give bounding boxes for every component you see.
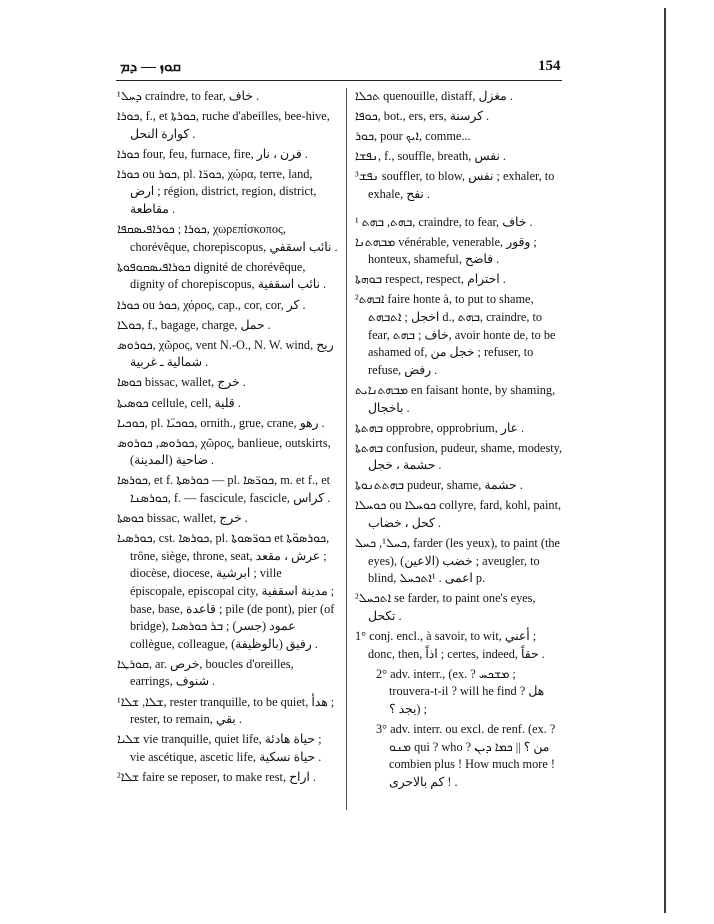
dictionary-entry: ܟܘܣܬܐ bissac, wallet, خرج . (117, 511, 248, 526)
dictionary-entry: 1° conj. encl., à savoir, to wit, أعني ; donc, then, اذاً ; certes, indeed, حقاً . (355, 629, 545, 661)
dictionary-entry: ܢܦܫ³ souffler, to blow, نفس ; exhaler, to exhale, نفح . (355, 169, 555, 201)
dictionary-entry: ܒܗܬܬܐ confusion, pudeur, shame, modesty, حشمة ، خجل . (355, 440, 563, 473)
dictionary-entry: ܟܚܠ¹, ܟܚܠ, farder (les yeux), to paint (the eyes), خضب (الاعين) ; aveugler, to blind, اعمى . ¹ܐܬܟܚܠ p. (355, 536, 560, 586)
dictionary-entry: ܩܘܪܛܐ, ar. خرص, boucles d'oreilles, earrings, شنوف . (117, 656, 294, 689)
dictionary-entry: 2° adv. interr., (ex. ? ܡܫܟܚ ; trouvera-t-il ? will he find ? هل يجد ؟) ; (376, 666, 545, 716)
dictionary-entry: ܟܘܪܣܐ, et f. ܟܘܪܣܬܐ — pl. ܟܘܪ̈ܣܐ, m. et f., et ܟܘܪܣܢܐ, f. — fascicule, fascicle, كراس . (117, 473, 331, 505)
right-column (355, 88, 563, 794)
header-rule (116, 80, 562, 81)
dictionary-entry: ܟܘܣܝܬܐ cellule, cell, قلية . (117, 395, 241, 410)
dictionary-entry: ܡܒܗܬܢܐܝܬ en faisant honte, by shaming, باخجال . (355, 382, 556, 415)
dictionary-entry: ܟܘܦܐ, bot., ers, ers, كرسنة . (355, 109, 490, 124)
dictionary-entry: ²ܫܠܐ faire se reposer, to make rest, اراح . (117, 769, 316, 784)
dictionary-entry: ܟܘܪܐ four, feu, furnace, fire, فرن ، نار . (117, 146, 308, 161)
dictionary-entry: 3° adv. interr. ou excl. de renf. (ex. ? ܡܢܘ qui ? who ? من ؟ || ܟܡܐ ܕܝܢ combien plus ! How much more ! كم بالاحرى ! . (376, 722, 556, 789)
dictionary-entry: ܒܗܬܬܐ opprobre, opprobrium, عار . (355, 420, 525, 435)
column-divider (346, 88, 347, 810)
dictionary-entry: ܟܘܚܠܐ ou ܟܘܚܠܐ collyre, fard, kohl, paint, كحل ، خضاب . (355, 498, 562, 531)
dictionary-entry: ܟܘܪܐܦܝܣܩܘܦܘܬܐ dignité de chorévêque, dignity of chorepiscopus, نائب اسقفية . (117, 259, 327, 292)
dictionary-entry: ¹ܫܠܐ, ܫܠܐ, rester tranquille, to be quiet, هدأ ; rester, to remain, بقي . (117, 694, 335, 727)
dictionary-entry: ܢܦܫܐ, f., souffle, breath, نفس . (355, 149, 506, 164)
dictionary-entry: ܟܘܟܝܐ, pl. ܟܘܟܝ̈ܐ, ornith., grue, crane, رهو . (117, 415, 325, 430)
dictionary-entry: ܒܗܬܬܢܘܬܐ pudeur, shame, حشمة . (355, 478, 523, 493)
dictionary-entry: ¹ ܒܗܬ, ܒܗܬ, craindre, to fear, خاف . (355, 214, 533, 229)
running-head: ܩܘܙ — ܕܡ (120, 59, 181, 75)
dictionary-entry: ܬܟܠܐ quenouille, distaff, مغزل . (355, 89, 513, 103)
dictionary-entry: ܟܘܪ, pour ܐܝܟ, comme... (355, 129, 471, 144)
dictionary-entry: ܟܘܪܘܣ, χῶρος, vent N.-O., N. W. wind, ريح شمالية ـ غربية . (117, 337, 334, 370)
dictionary-entry: ܟܘܪܐ ou ܟܘܪ, χόρος, cap., cor, cor, كر . (117, 297, 306, 312)
left-column (117, 88, 339, 789)
dictionary-entry: ܟܘܠܐ, f., bagage, charge, حمل . (117, 317, 271, 332)
page-edge-line (664, 8, 666, 913)
dictionary-entry: ܟܘܪܐ, f., et ܟܘܪܬܐ, ruche d'abeilles, bee-hive, كوارة النحل . (117, 109, 330, 141)
dictionary-entry: ܒܘܗܬܐ respect, respect, احترام . (355, 272, 506, 287)
dictionary-entry: ܟܘܪܐ ; ܟܘܪܐܦܝܣܩܦܐ, χωρεπίσκοπος, chorévêque, chorepiscopus, نائب اسقفي . (117, 222, 338, 254)
page-number: 154 (538, 58, 561, 74)
dictionary-entry: ܡܒܗܬܢܐ vénérable, venerable, وقور ; honteux, shameful, فاضح . (355, 234, 537, 267)
dictionary-entry: ܟܘܪܐ ou ܟܘܪ, pl. ܟܘܪ̈ܐ, χώρα, terre, land, ارض ; région, district, region, district, مقاطعة . (117, 166, 317, 217)
dictionary-entry: ܟܘܣܐ bissac, wallet, خرج . (117, 375, 246, 390)
dictionary-entry: ܟܘܪܘܣ, ܟܘܪܘܣ, χῶρος, banlieue, outskirts, ضاحية (المدينة) . (117, 435, 331, 468)
dictionary-entry: ²ܐܬܟܚܠ se farder, to paint one's eyes, تكحل . (355, 591, 536, 624)
dictionary-entry: ¹ܕܚܠ craindre, to fear, خاف . (117, 89, 260, 103)
dictionary-entry: ²ܐܒܗܬ faire honte à, to put to shame, اخجل ; ܐܬܒܗܬ d., ܒܗܬ, craindre, to fear, خاف ; ܒܗܬ, avoir honte de, to be ashamed of, خجل من ; refuser, to refuse, رفض . (355, 292, 556, 377)
dictionary-entry: ܫܠܝܐ vie tranquille, quiet life, حياة هادئة ; vie ascétique, ascetic life, حياة نسكية . (117, 732, 322, 764)
dictionary-entry: ܟܘܪܣܝܐ, cst. ܟܘܪܣܐ, pl. ܟܘܪ̈ܣܘܬܐ et ܟܘܪܣܘ̈ܬܐ, trône, siège, throne, seat, عرش ، مقعد ; diocèse, diocese, ابرشية ; ville épiscopale, episcopal city, مدينة اسقفية ; base, base, قاعدة ; pile (de pont), pier (of bridge), عمود (جسر) ; ܒܪ ܟܘܪܣܝܐ collègue, colleague, رفيق (بالوظيفة) . (117, 531, 335, 651)
